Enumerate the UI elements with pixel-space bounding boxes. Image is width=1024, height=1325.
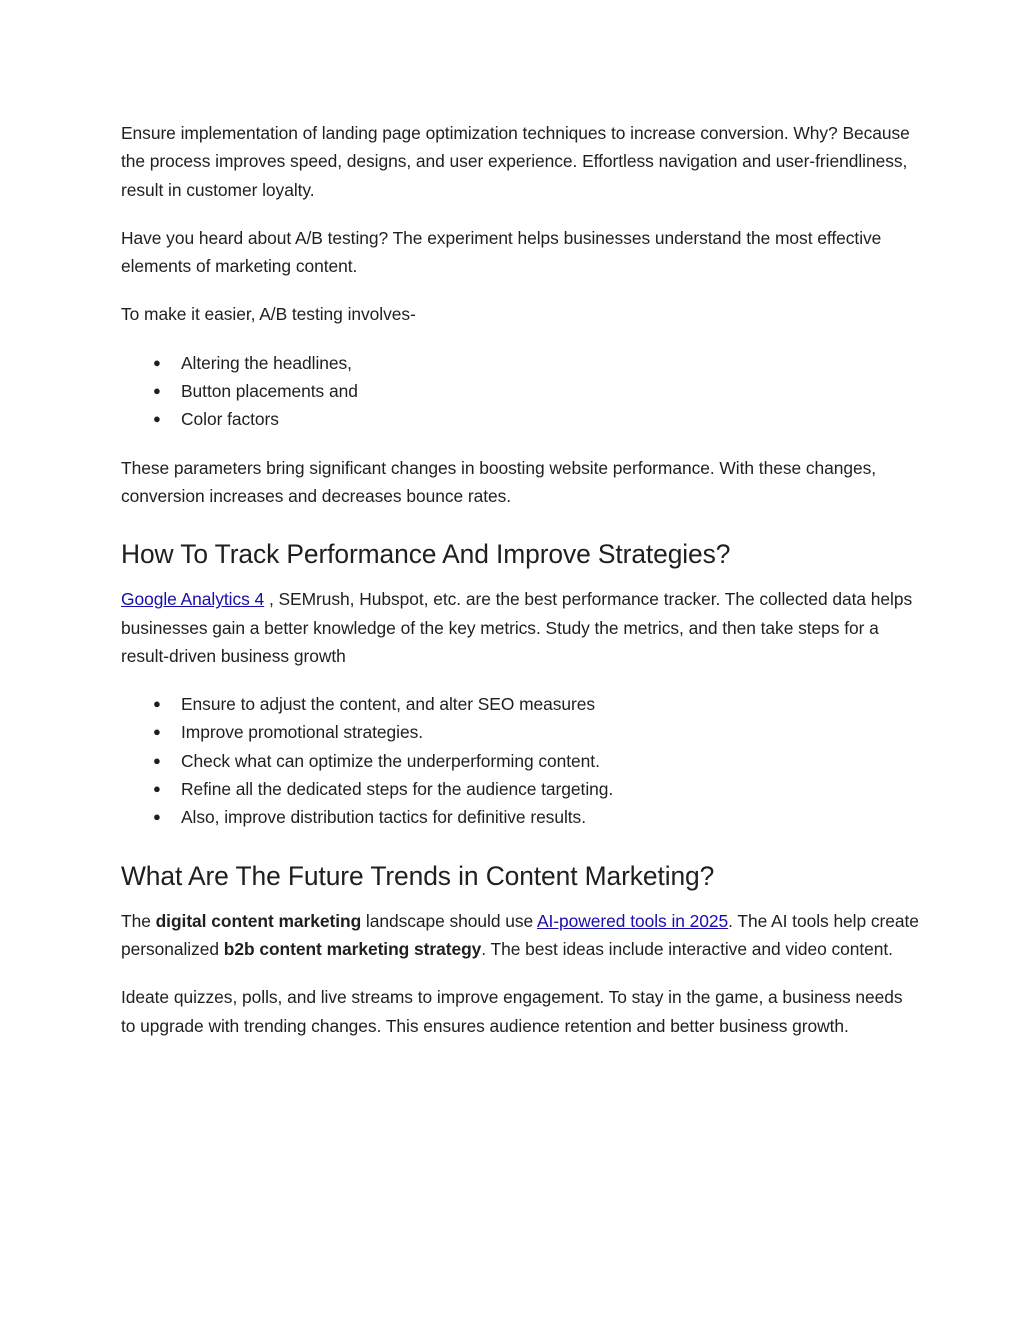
list-item: ● Color factors <box>121 405 921 433</box>
bullet-icon: ● <box>153 781 161 797</box>
ab-testing-list <box>121 349 921 434</box>
section1-paragraph: Google Analytics 4 , SEMrush, Hubspot, etc. are the best performance tracker. The collected data helps businesses gain a better knowledge of the key metrics. Study the metrics, and then take steps for a result-driven business growth <box>121 589 913 666</box>
list-item: ● Refine all the dedicated steps for the audience targeting. <box>121 775 921 803</box>
bullet-icon: ● <box>153 696 161 712</box>
strategy-list <box>121 690 921 831</box>
section2-paragraph-2: Ideate quizzes, polls, and live streams to improve engagement. To stay in the game, a business needs to upgrade with trending changes. This ensures audience retention and better business growth. <box>121 987 903 1036</box>
bold-b2b-strategy: b2b content marketing strategy <box>223 938 482 959</box>
list-item: ● Improve promotional strategies. <box>121 718 921 746</box>
section-heading-future-trends: What Are The Future Trends in Content Marketing? <box>121 860 715 891</box>
section-heading-track-performance: How To Track Performance And Improve Strategies? <box>121 539 731 570</box>
ai-powered-tools-link[interactable]: AI-powered tools in 2025 <box>536 910 729 931</box>
bullet-icon: ● <box>153 354 161 370</box>
bullet-icon: ● <box>153 752 161 768</box>
list-item: ● Button placements and <box>121 377 921 405</box>
document-page <box>121 119 921 1060</box>
list-item: ● Check what can optimize the underperforming content. <box>121 747 921 775</box>
intro-paragraph-4: These parameters bring significant changes in boosting website performance. With these changes, conversion increases and decreases bounce rates. <box>121 457 877 506</box>
intro-paragraph-2: Have you heard about A/B testing? The experiment helps businesses understand the most effective elements of marketing content. <box>121 227 882 277</box>
list-item: ● Ensure to adjust the content, and alter SEO measures <box>121 690 921 718</box>
intro-paragraph-3: To make it easier, A/B testing involves- <box>121 304 416 325</box>
intro-paragraph-1: Ensure implementation of landing page optimization techniques to increase conversion. Why? Because the process improves speed, designs, and user experience. Effortless navigation and user-friendliness, result in customer loyalty. <box>121 123 910 200</box>
bullet-icon: ● <box>153 383 161 399</box>
bold-digital-content-marketing: digital content marketing <box>155 910 362 931</box>
bullet-icon: ● <box>153 411 161 427</box>
bullet-icon: ● <box>153 724 161 740</box>
section2-paragraph-1: The digital content marketing landscape should use AI-powered tools in 2025. The AI tools help create personalized b2b content marketing strategy. The best ideas include interactive and video content. <box>121 910 919 959</box>
list-item: ● Altering the headlines, <box>121 349 921 377</box>
bullet-icon: ● <box>153 809 161 825</box>
google-analytics-link[interactable]: Google Analytics 4 <box>121 589 265 610</box>
list-item: ● Also, improve distribution tactics for definitive results. <box>121 803 921 831</box>
